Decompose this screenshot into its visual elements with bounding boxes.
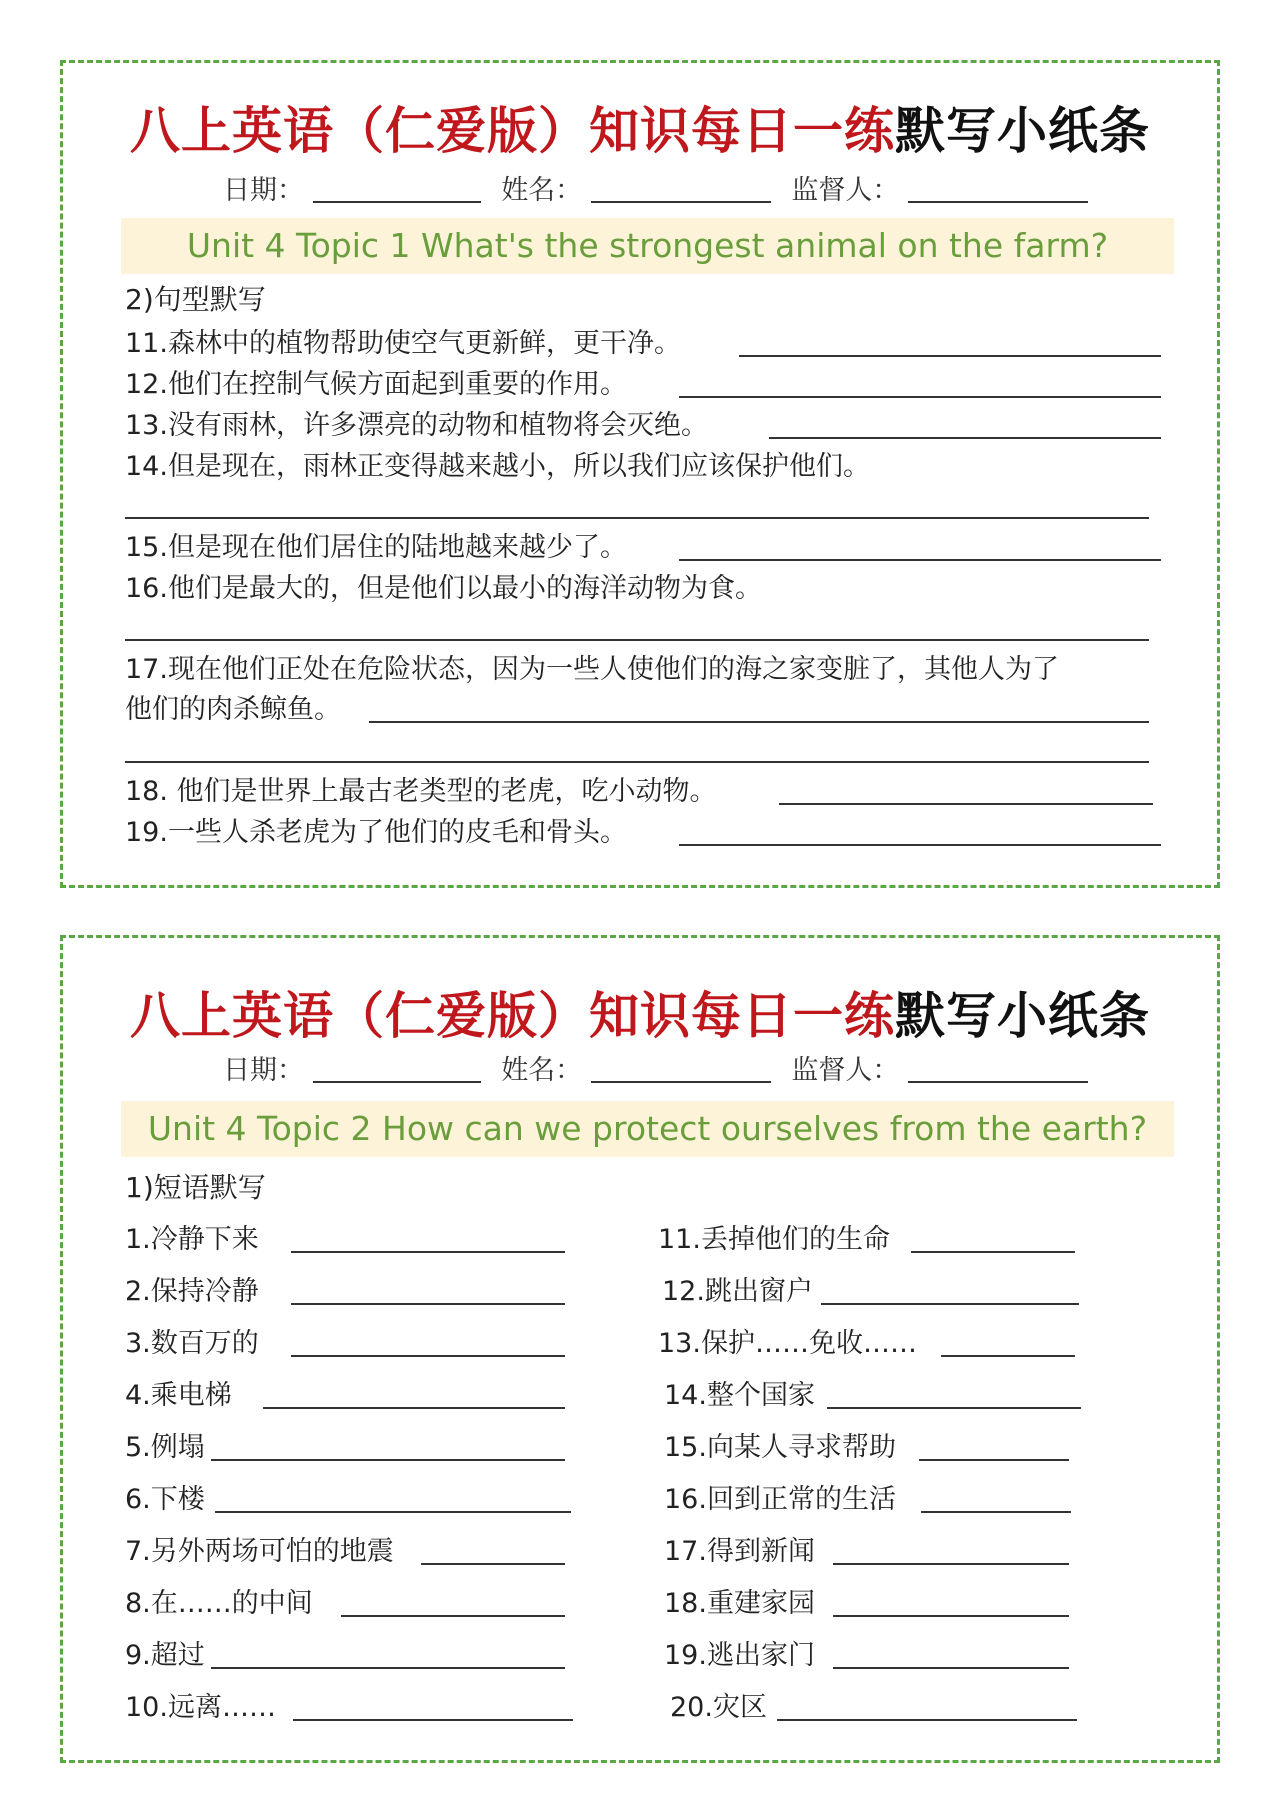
phrase-7: 7.另外两场可怕的地震 (125, 1536, 394, 1567)
phrase-11: 11.丢掉他们的生命 (658, 1224, 890, 1255)
phrase-14: 14.整个国家 (664, 1380, 815, 1411)
answer-line-19[interactable] (679, 844, 1161, 846)
answer-line-5[interactable] (211, 1459, 565, 1461)
phrase-15: 15.向某人寻求帮助 (664, 1432, 896, 1463)
meta-row (223, 1048, 1100, 1087)
name-label: 姓名： (501, 175, 583, 206)
answer-line-17a[interactable] (369, 721, 1149, 723)
title-part-1: 八上英语（仁爱版）知识 (130, 101, 691, 160)
sentence-17: 17.现在他们正处在危险状态，因为一些人使他们的海之家变脏了，其他人为了 (125, 654, 1059, 685)
answer-line-6[interactable] (215, 1511, 571, 1513)
phrase-19: 19.逃出家门 (664, 1640, 815, 1671)
answer-line-20[interactable] (777, 1719, 1077, 1721)
answer-line-19[interactable] (833, 1667, 1069, 1669)
sentence-16: 16.他们是最大的，但是他们以最小的海洋动物为食。 (125, 573, 762, 604)
phrase-18: 18.重建家园 (664, 1588, 815, 1619)
phrase-12: 12.跳出窗户 (662, 1276, 813, 1307)
answer-line-9[interactable] (211, 1667, 565, 1669)
answer-line-17b[interactable] (125, 761, 1149, 763)
answer-line-8[interactable] (341, 1615, 565, 1617)
card-title (63, 91, 1217, 163)
answer-line-7[interactable] (421, 1563, 565, 1565)
answer-line-14[interactable] (827, 1407, 1081, 1409)
phrase-6: 6.下楼 (125, 1484, 205, 1515)
date-blank[interactable] (313, 175, 481, 203)
phrase-8: 8.在……的中间 (125, 1588, 313, 1619)
topic-banner: Unit 4 Topic 1 What's the strongest animal on the farm? (121, 218, 1174, 274)
section-heading: 2)句型默写 (125, 283, 266, 316)
phrase-4: 4.乘电梯 (125, 1380, 232, 1411)
name-label: 姓名： (501, 1055, 583, 1086)
sentence-19: 19.一些人杀老虎为了他们的皮毛和骨头。 (125, 817, 627, 848)
answer-line-11[interactable] (739, 355, 1161, 357)
date-label: 日期： (223, 1055, 304, 1086)
answer-line-3[interactable] (291, 1355, 565, 1357)
name-blank[interactable] (591, 1055, 771, 1083)
title-part-3: 默写小纸条 (895, 101, 1150, 160)
phrase-16: 16.回到正常的生活 (664, 1484, 896, 1515)
answer-line-2[interactable] (291, 1303, 565, 1305)
sentence-13: 13.没有雨林，许多漂亮的动物和植物将会灭绝。 (125, 410, 708, 441)
title-part-2: 每日一练 (691, 101, 895, 160)
answer-line-15[interactable] (679, 559, 1161, 561)
sentence-17-cont: 他们的肉杀鲸鱼。 (125, 694, 341, 725)
name-blank[interactable] (591, 175, 771, 203)
sentence-14: 14.但是现在，雨林正变得越来越小，所以我们应该保护他们。 (125, 451, 870, 482)
meta-row (223, 168, 1100, 207)
answer-line-1[interactable] (291, 1251, 565, 1253)
answer-line-10[interactable] (293, 1719, 573, 1721)
answer-line-4[interactable] (263, 1407, 565, 1409)
answer-line-12[interactable] (679, 396, 1161, 398)
answer-line-16[interactable] (921, 1511, 1071, 1513)
sentence-11: 11.森林中的植物帮助使空气更新鲜，更干净。 (125, 328, 681, 359)
answer-line-11[interactable] (911, 1251, 1075, 1253)
answer-line-15[interactable] (919, 1459, 1069, 1461)
topic-banner: Unit 4 Topic 2 How can we protect ourselves from the earth? (121, 1101, 1174, 1157)
answer-line-14[interactable] (125, 517, 1149, 519)
answer-line-12[interactable] (821, 1303, 1079, 1305)
date-blank[interactable] (313, 1055, 481, 1083)
worksheet-card-topic2 (60, 935, 1220, 1763)
supervisor-blank[interactable] (908, 175, 1088, 203)
phrase-9: 9.超过 (125, 1640, 205, 1671)
answer-line-18[interactable] (833, 1615, 1069, 1617)
answer-line-13[interactable] (941, 1355, 1075, 1357)
answer-line-17[interactable] (833, 1563, 1069, 1565)
answer-line-16[interactable] (125, 639, 1149, 641)
answer-line-13[interactable] (769, 437, 1161, 439)
section-heading: 1)短语默写 (125, 1171, 266, 1204)
phrase-10: 10.远离…… (125, 1692, 276, 1723)
phrase-5: 5.例塌 (125, 1432, 205, 1463)
phrase-1: 1.冷静下来 (125, 1224, 259, 1255)
worksheet-card-topic1 (60, 60, 1220, 888)
title-part-2: 每日一练 (691, 986, 895, 1045)
answer-line-18[interactable] (779, 803, 1153, 805)
phrase-20: 20.灾区 (670, 1692, 767, 1723)
card-title (63, 976, 1217, 1048)
sentence-15: 15.但是现在他们居住的陆地越来越少了。 (125, 532, 627, 563)
phrase-13: 13.保护……免收…… (658, 1328, 917, 1359)
sentence-18: 18. 他们是世界上最古老类型的老虎，吃小动物。 (125, 776, 717, 807)
date-label: 日期： (223, 175, 304, 206)
supervisor-blank[interactable] (908, 1055, 1088, 1083)
title-part-1: 八上英语（仁爱版）知识 (130, 986, 691, 1045)
supervisor-label: 监督人： (791, 175, 900, 206)
title-part-3: 默写小纸条 (895, 986, 1150, 1045)
phrase-17: 17.得到新闻 (664, 1536, 815, 1567)
sentence-12: 12.他们在控制气候方面起到重要的作用。 (125, 369, 627, 400)
phrase-2: 2.保持冷静 (125, 1276, 259, 1307)
phrase-3: 3.数百万的 (125, 1328, 259, 1359)
supervisor-label: 监督人： (791, 1055, 900, 1086)
